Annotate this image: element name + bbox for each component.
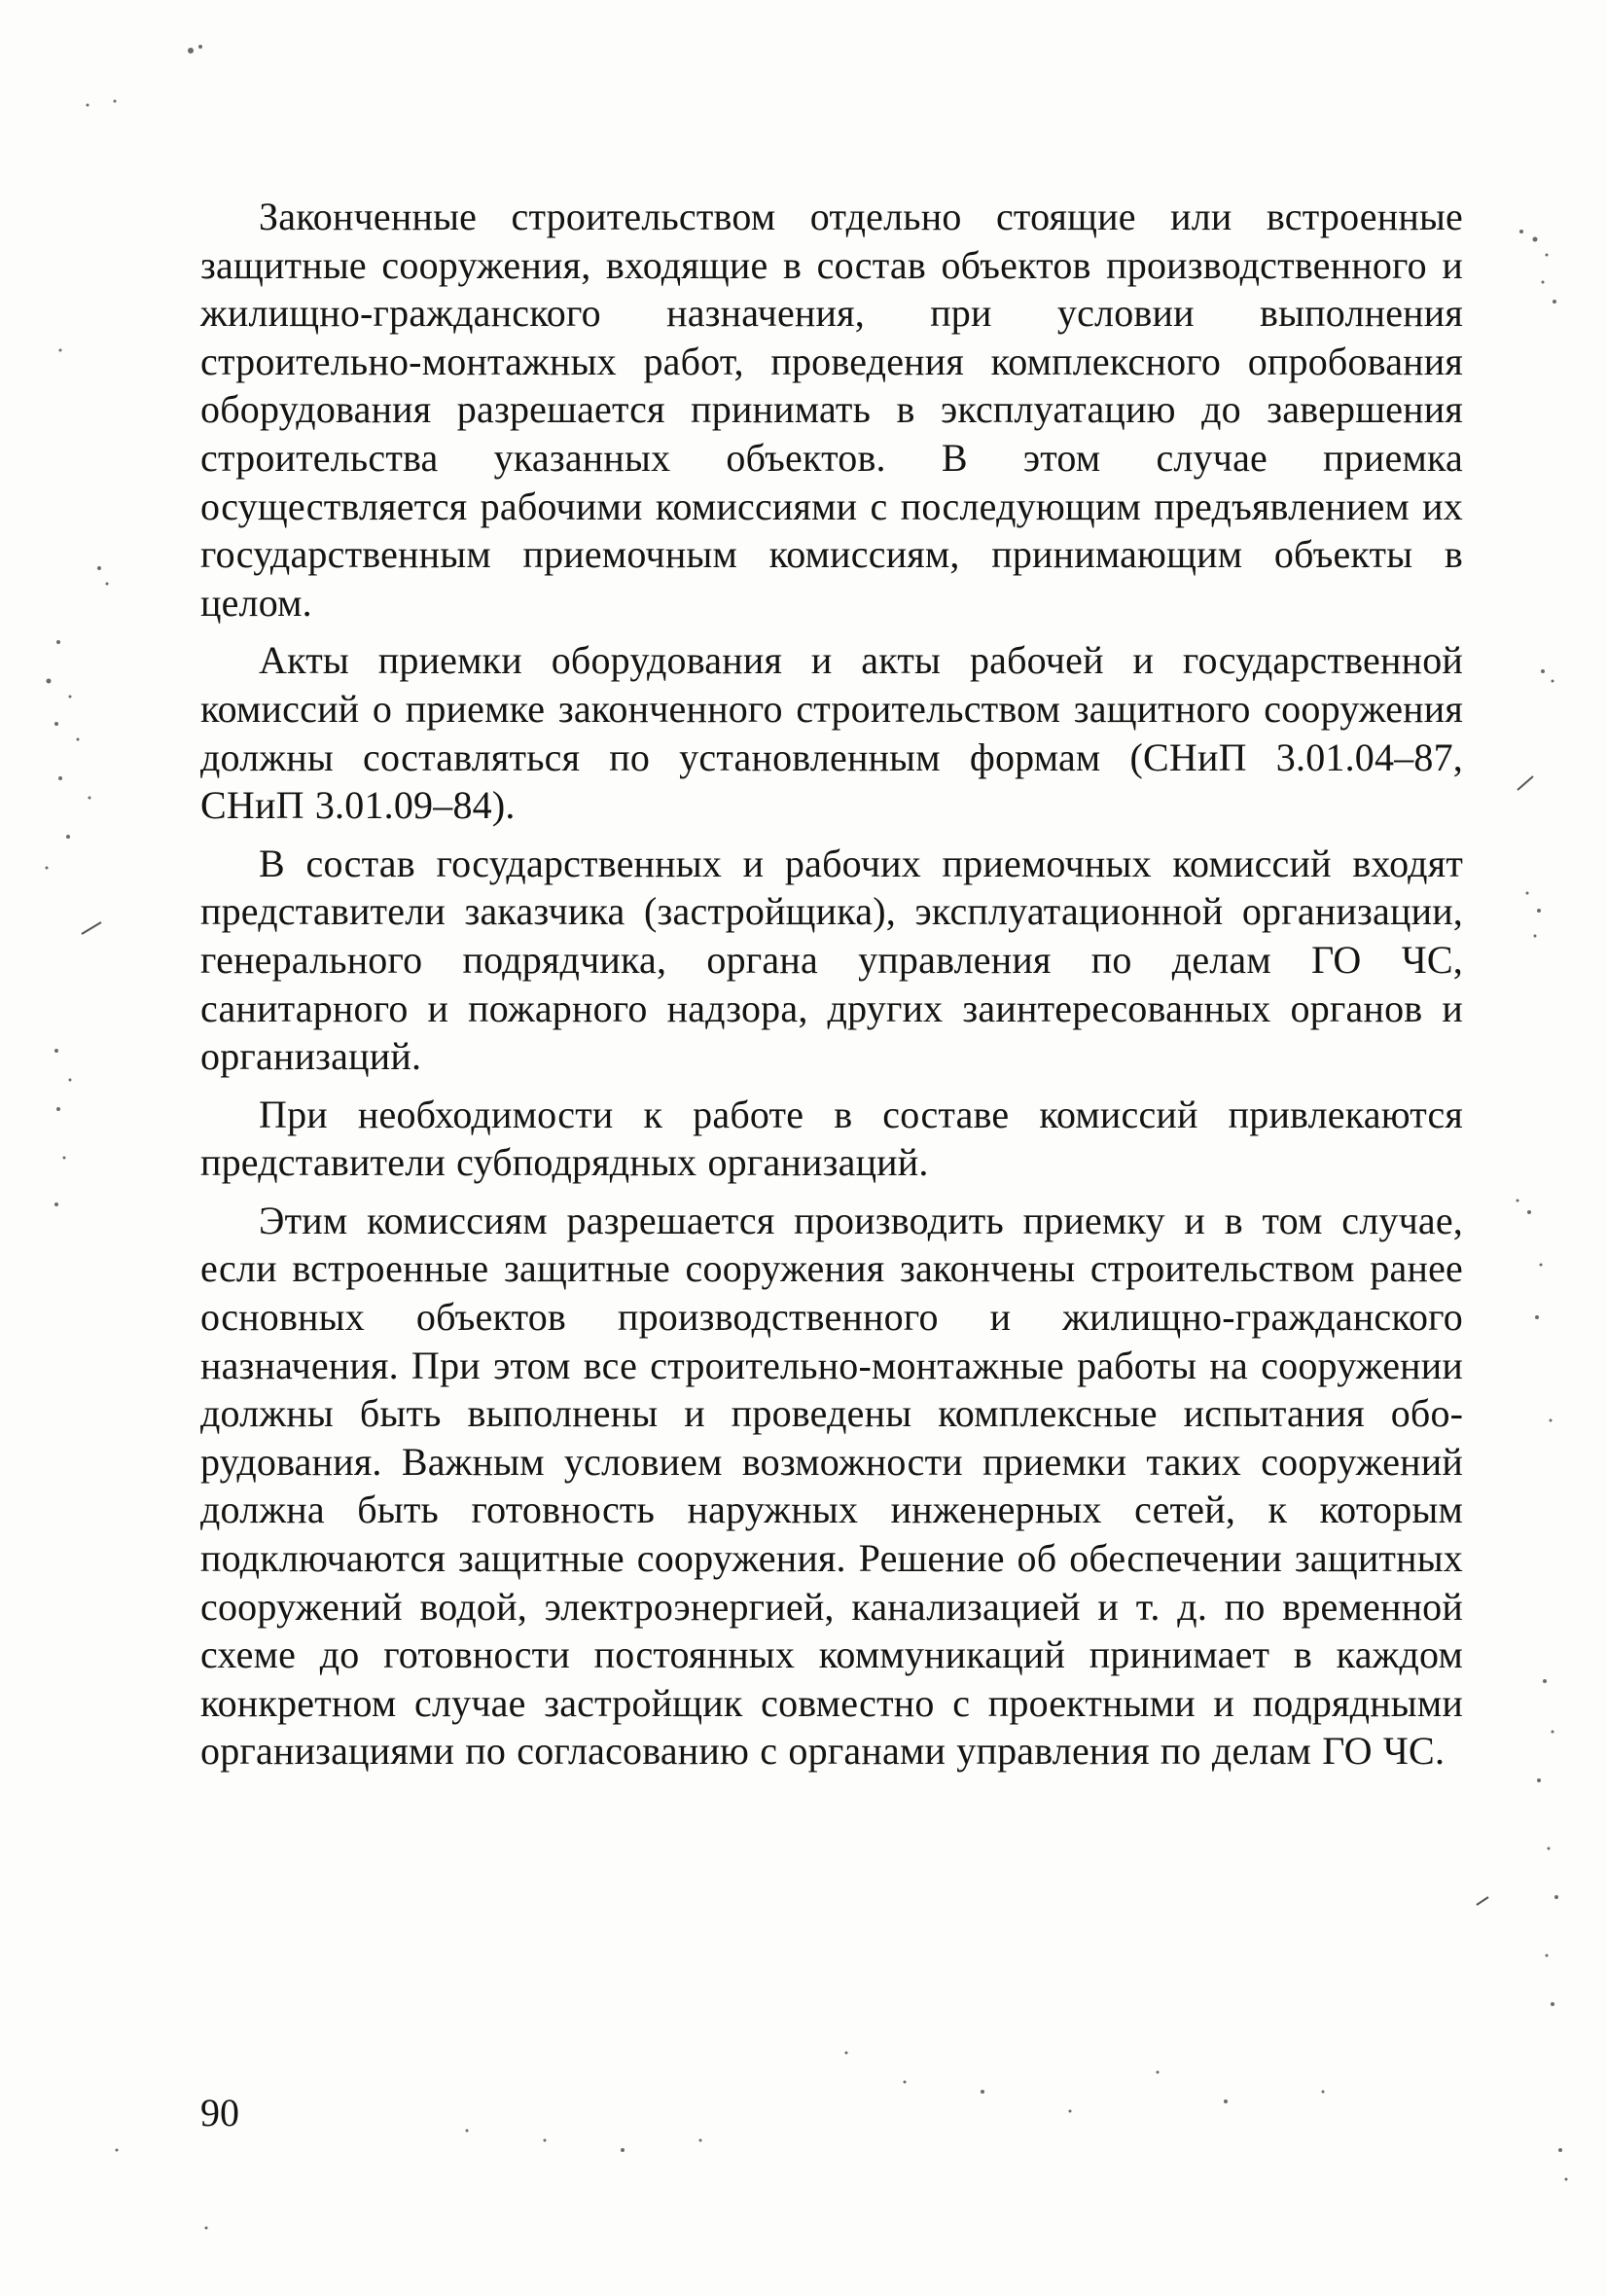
page-number: 90	[200, 2091, 239, 2135]
paragraph-1: Законченные строительством отдельно стоящие или встроенные защитные сооружения, входящие в состав объектов производственного и жилищно-гражданского назначения, при условии выполнения строительно-монтажных работ, проведения комплексного опробования оборудования разрешается принимать в эксплуатацию до завершения строительства указанных объектов. В этом случае приемка осуществляется рабочими комиссиями с последующим предъявлением их государственным приемочным комиссиям, принимающим объекты в целом.	[200, 195, 1463, 625]
text-column	[200, 193, 1463, 1785]
paragraph-4: При необходимости к работе в составе комиссий привлекаются представители субподрядных организаций.	[200, 1092, 1463, 1185]
paragraph-3: В состав государственных и рабочих приемочных комиссий входят представители заказчика (застройщика), эксплуатационной организации, генерального подрядчика, органа управления по делам ГО ЧС, санитарного и пожарного надзора, других заинтересованных органов и организаций.	[200, 841, 1463, 1079]
paragraph-5: Этим комиссиям разрешается производить приемку и в том случае, если встроенные защитные сооружения закончены строительством ранее основных объектов производственного и жилищно-гражданского назначения. При этом все строительно-монтажные работы на сооружении должны быть выполнены и проведены комплексные испытания оборудования. Важным условием возможности приемки таких сооружений должна быть готовность наружных инженерных сетей, к которым подключаются защитные сооружения. Решение об обеспечении защитных сооружений водой, электроэнергией, канализацией и т. д. по временной схеме до готовности постоянных коммуникаций принимает в каждом конкретном случае застройщик совместно с проектными и подрядными организациями по согласованию с органами управления по делам ГО ЧС.	[200, 1198, 1463, 1774]
paragraph-2: Акты приемки оборудования и акты рабочей и государственной комиссий о приемке законченного строительством защитного сооружения должны составляться по установленным формам (СНиП 3.01.04–87, СНиП 3.01.09–84).	[200, 638, 1463, 828]
